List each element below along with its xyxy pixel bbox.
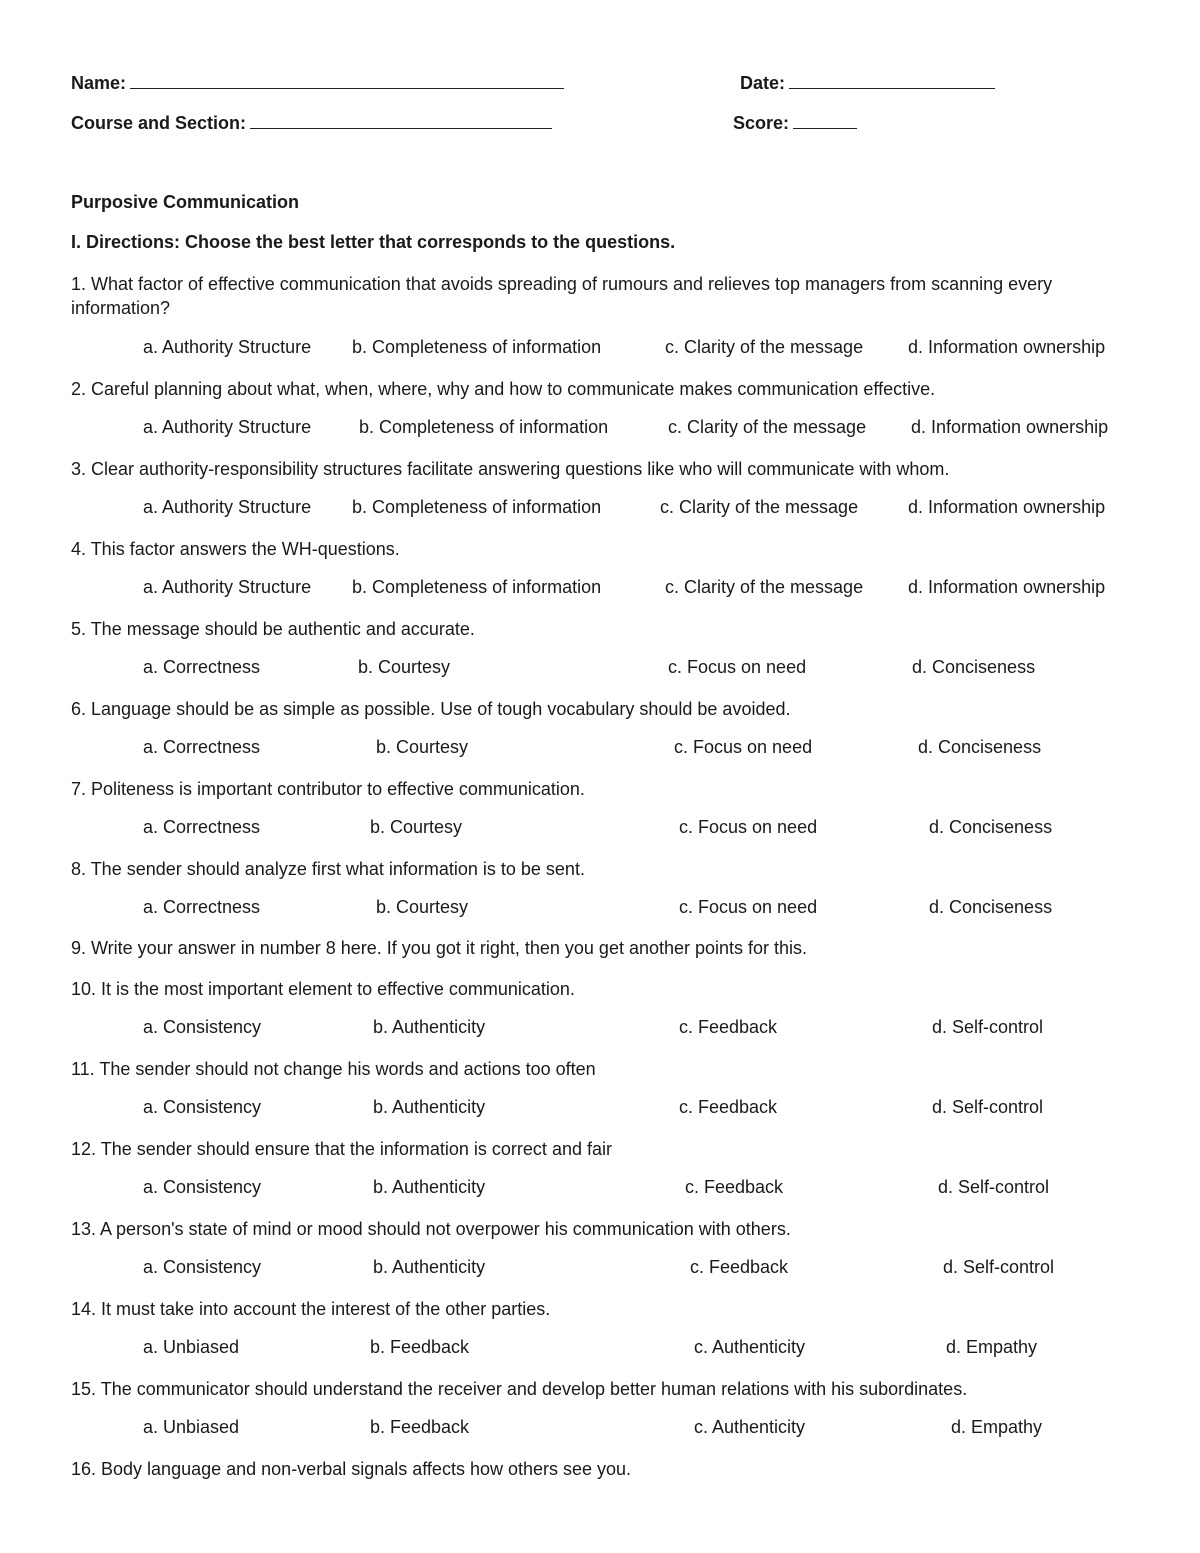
q6-option-c[interactable]: c. Focus on need (674, 737, 813, 757)
q1-option-c[interactable]: c. Clarity of the message (665, 337, 864, 357)
q4-option-a[interactable]: a. Authority Structure (143, 577, 312, 597)
question-10: 10. It is the most important element to effective communication. (71, 979, 575, 999)
q5-option-a[interactable]: a. Correctness (143, 657, 261, 677)
q15-option-c[interactable]: c. Authenticity (694, 1417, 806, 1437)
question-14: 14. It must take into account the interest of the other parties. (71, 1299, 551, 1319)
q8-option-a[interactable]: a. Correctness (143, 897, 261, 917)
q5-option-b[interactable]: b. Courtesy (358, 657, 451, 677)
q6-option-d[interactable]: d. Conciseness (918, 737, 1042, 757)
q15-option-b[interactable]: b. Feedback (370, 1417, 470, 1437)
question-2: 2. Careful planning about what, when, where, why and how to communicate makes communication effective. (71, 379, 936, 399)
q3-option-d[interactable]: d. Information ownership (908, 497, 1106, 517)
q2-option-c[interactable]: c. Clarity of the message (668, 417, 867, 437)
q15-option-a[interactable]: a. Unbiased (143, 1417, 240, 1437)
course-label: Course and Section: (71, 113, 247, 133)
q8-option-b[interactable]: b. Courtesy (376, 897, 469, 917)
q12-option-c[interactable]: c. Feedback (685, 1177, 784, 1197)
q7-option-c[interactable]: c. Focus on need (679, 817, 818, 837)
q4-option-b[interactable]: b. Completeness of information (352, 577, 602, 597)
q10-option-c[interactable]: c. Feedback (679, 1017, 778, 1037)
q8-option-d[interactable]: d. Conciseness (929, 897, 1053, 917)
q1-option-a[interactable]: a. Authority Structure (143, 337, 312, 357)
course-field[interactable] (71, 112, 552, 134)
q5-option-d[interactable]: d. Conciseness (912, 657, 1036, 677)
question-12: 12. The sender should ensure that the information is correct and fair (71, 1139, 612, 1159)
q15-option-d[interactable]: d. Empathy (951, 1417, 1043, 1437)
q12-option-d[interactable]: d. Self-control (938, 1177, 1050, 1197)
q4-option-d[interactable]: d. Information ownership (908, 577, 1106, 597)
q13-option-c[interactable]: c. Feedback (690, 1257, 789, 1277)
q12-option-a[interactable]: a. Consistency (143, 1177, 262, 1197)
q7-option-b[interactable]: b. Courtesy (370, 817, 463, 837)
question-8: 8. The sender should analyze first what information is to be sent. (71, 859, 585, 879)
question-15: 15. The communicator should understand the receiver and develop better human relations with his subordinates. (71, 1379, 968, 1399)
date-blank[interactable] (789, 72, 995, 89)
question-9: 9. Write your answer in number 8 here. If you got it right, then you get another points for this. (71, 938, 808, 958)
q7-option-d[interactable]: d. Conciseness (929, 817, 1053, 837)
question-1: 1. What factor of effective communication that avoids spreading of rumours and relieves top managers from scanning every information? (71, 274, 1053, 318)
question-5: 5. The message should be authentic and accurate. (71, 619, 475, 639)
q5-option-c[interactable]: c. Focus on need (668, 657, 807, 677)
date-field[interactable] (740, 72, 995, 94)
question-16: 16. Body language and non-verbal signals affects how others see you. (71, 1459, 632, 1479)
question-3: 3. Clear authority-responsibility structures facilitate answering questions like who will communicate with whom. (71, 459, 950, 479)
q6-option-b[interactable]: b. Courtesy (376, 737, 469, 757)
q7-option-a[interactable]: a. Correctness (143, 817, 261, 837)
q13-option-b[interactable]: b. Authenticity (373, 1257, 486, 1277)
question-7: 7. Politeness is important contributor to effective communication. (71, 779, 585, 799)
q4-option-c[interactable]: c. Clarity of the message (665, 577, 864, 597)
name-field[interactable] (71, 72, 564, 94)
name-blank[interactable] (130, 72, 564, 89)
q6-option-a[interactable]: a. Correctness (143, 737, 261, 757)
directions: I. Directions: Choose the best letter that corresponds to the questions. (71, 232, 676, 252)
q11-option-d[interactable]: d. Self-control (932, 1097, 1044, 1117)
q1-option-b[interactable]: b. Completeness of information (352, 337, 602, 357)
question-4: 4. This factor answers the WH-questions. (71, 539, 400, 559)
q2-option-b[interactable]: b. Completeness of information (359, 417, 609, 437)
q14-option-a[interactable]: a. Unbiased (143, 1337, 240, 1357)
q13-option-a[interactable]: a. Consistency (143, 1257, 262, 1277)
score-label: Score: (733, 113, 790, 133)
score-field[interactable] (733, 112, 857, 134)
q12-option-b[interactable]: b. Authenticity (373, 1177, 486, 1197)
name-label: Name: (71, 73, 127, 93)
q10-option-b[interactable]: b. Authenticity (373, 1017, 486, 1037)
q14-option-d[interactable]: d. Empathy (946, 1337, 1038, 1357)
question-11: 11. The sender should not change his words and actions too often (71, 1059, 596, 1079)
q1-option-d[interactable]: d. Information ownership (908, 337, 1106, 357)
question-13: 13. A person's state of mind or mood should not overpower his communication with others. (71, 1219, 791, 1239)
date-label: Date: (740, 73, 786, 93)
subject-title: Purposive Communication (71, 192, 300, 212)
score-blank[interactable] (793, 112, 857, 129)
q11-option-b[interactable]: b. Authenticity (373, 1097, 486, 1117)
q13-option-d[interactable]: d. Self-control (943, 1257, 1055, 1277)
q3-option-c[interactable]: c. Clarity of the message (660, 497, 859, 517)
q14-option-c[interactable]: c. Authenticity (694, 1337, 806, 1357)
q2-option-d[interactable]: d. Information ownership (911, 417, 1109, 437)
q11-option-c[interactable]: c. Feedback (679, 1097, 778, 1117)
q3-option-a[interactable]: a. Authority Structure (143, 497, 312, 517)
q10-option-d[interactable]: d. Self-control (932, 1017, 1044, 1037)
question-6: 6. Language should be as simple as possible. Use of tough vocabulary should be avoided. (71, 699, 791, 719)
q3-option-b[interactable]: b. Completeness of information (352, 497, 602, 517)
q11-option-a[interactable]: a. Consistency (143, 1097, 262, 1117)
q8-option-c[interactable]: c. Focus on need (679, 897, 818, 917)
q10-option-a[interactable]: a. Consistency (143, 1017, 262, 1037)
q14-option-b[interactable]: b. Feedback (370, 1337, 470, 1357)
q2-option-a[interactable]: a. Authority Structure (143, 417, 312, 437)
course-blank[interactable] (250, 112, 552, 129)
